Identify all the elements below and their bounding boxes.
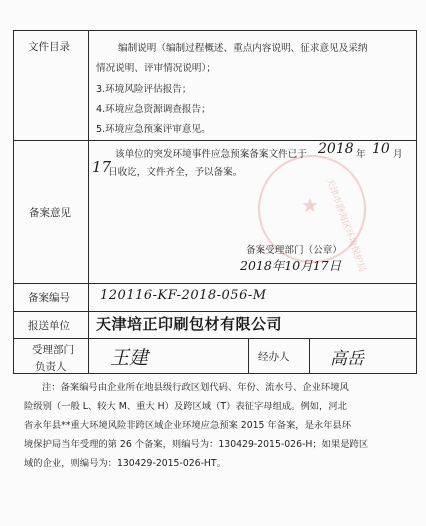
opinion-line-2: 日收讫，文件齐全，予以备案。 — [108, 167, 243, 178]
file-list-line-5: 5.环境应急预案评审意见。 — [96, 124, 211, 135]
file-list-line-3: 3.环境风险评估报告； — [96, 84, 192, 95]
table-top-border — [13, 30, 417, 31]
footnote-line-1: 注：备案编号由企业所在地县级行政区划代码、年份、流水号、企业环境风 — [42, 382, 349, 393]
table-bottom-border — [13, 373, 417, 374]
opinion-label: 备案意见 — [29, 207, 71, 219]
row-divider-2 — [13, 283, 417, 284]
row-divider-1 — [13, 140, 417, 141]
label-column-divider — [88, 30, 89, 374]
footnote-line-2: 险级别（一般 L、较大 M、重大 H）及跨区域（T）表征字母组成。例如，河北 — [24, 401, 347, 412]
seal-star-icon: ★ — [301, 193, 319, 217]
handler-label: 经办人 — [258, 351, 290, 363]
submitting-unit-label: 报送单位 — [28, 320, 70, 332]
dept-head-signature: 王建 — [110, 347, 149, 369]
opinion-month-unit: 月 — [393, 149, 403, 160]
file-list-label: 文件目录 — [28, 41, 70, 53]
table-right-border — [416, 30, 417, 374]
record-number-value: 120116-KF-2018-056-M — [100, 288, 267, 303]
submitting-unit-value: 天津培正印刷包材有限公司 — [96, 315, 283, 333]
footnote-line-4: 境保护局当年受理的第 26 个备案，则编号为：130429-2015-026-H；如果是跨区 — [24, 439, 369, 450]
row-divider-3 — [13, 311, 417, 312]
opinion-hand-year: 2018 — [318, 141, 354, 157]
opinion-line-1: 该单位的突发环境事件应急预案备案文件已于 — [115, 149, 307, 160]
responsible-label-line-1: 受理部门 — [32, 344, 74, 356]
seal-text: 天津市静海区环境保护局 — [323, 177, 368, 274]
file-list-line-1: 编制说明（编制过程概述、重点内容说明、征求意见及采纳 — [118, 43, 368, 54]
row-divider-4 — [13, 338, 417, 339]
record-number-label: 备案编号 — [28, 292, 70, 304]
footnote-line-5: 域的企业，则编号为：130429-2015-026-HT。 — [24, 458, 226, 469]
table-left-border — [13, 30, 14, 374]
responsible-label-line-2: 负责人 — [35, 361, 67, 373]
handler-signature: 高岳 — [330, 349, 364, 369]
receiving-date-handwritten: 2018年10月17日 — [240, 258, 342, 273]
file-list-line-2: 情况说明、评审情况说明）； — [96, 63, 216, 74]
opinion-hand-month: 10 — [372, 141, 390, 157]
handler-column-divider-right — [309, 338, 310, 374]
file-list-line-4: 4.环境应急资源调查报告； — [96, 104, 211, 115]
handler-column-divider-left — [248, 338, 249, 374]
opinion-hand-day: 17 — [92, 158, 112, 176]
receiving-dept-label: 备案受理部门（公章） — [246, 245, 342, 256]
footnote-line-3: 省永年县**重大环境风险非跨区域企业环境应急预案 2015 年备案，是永年县环 — [24, 420, 352, 431]
opinion-year-unit: 年 — [356, 149, 366, 160]
footnote — [24, 378, 410, 473]
